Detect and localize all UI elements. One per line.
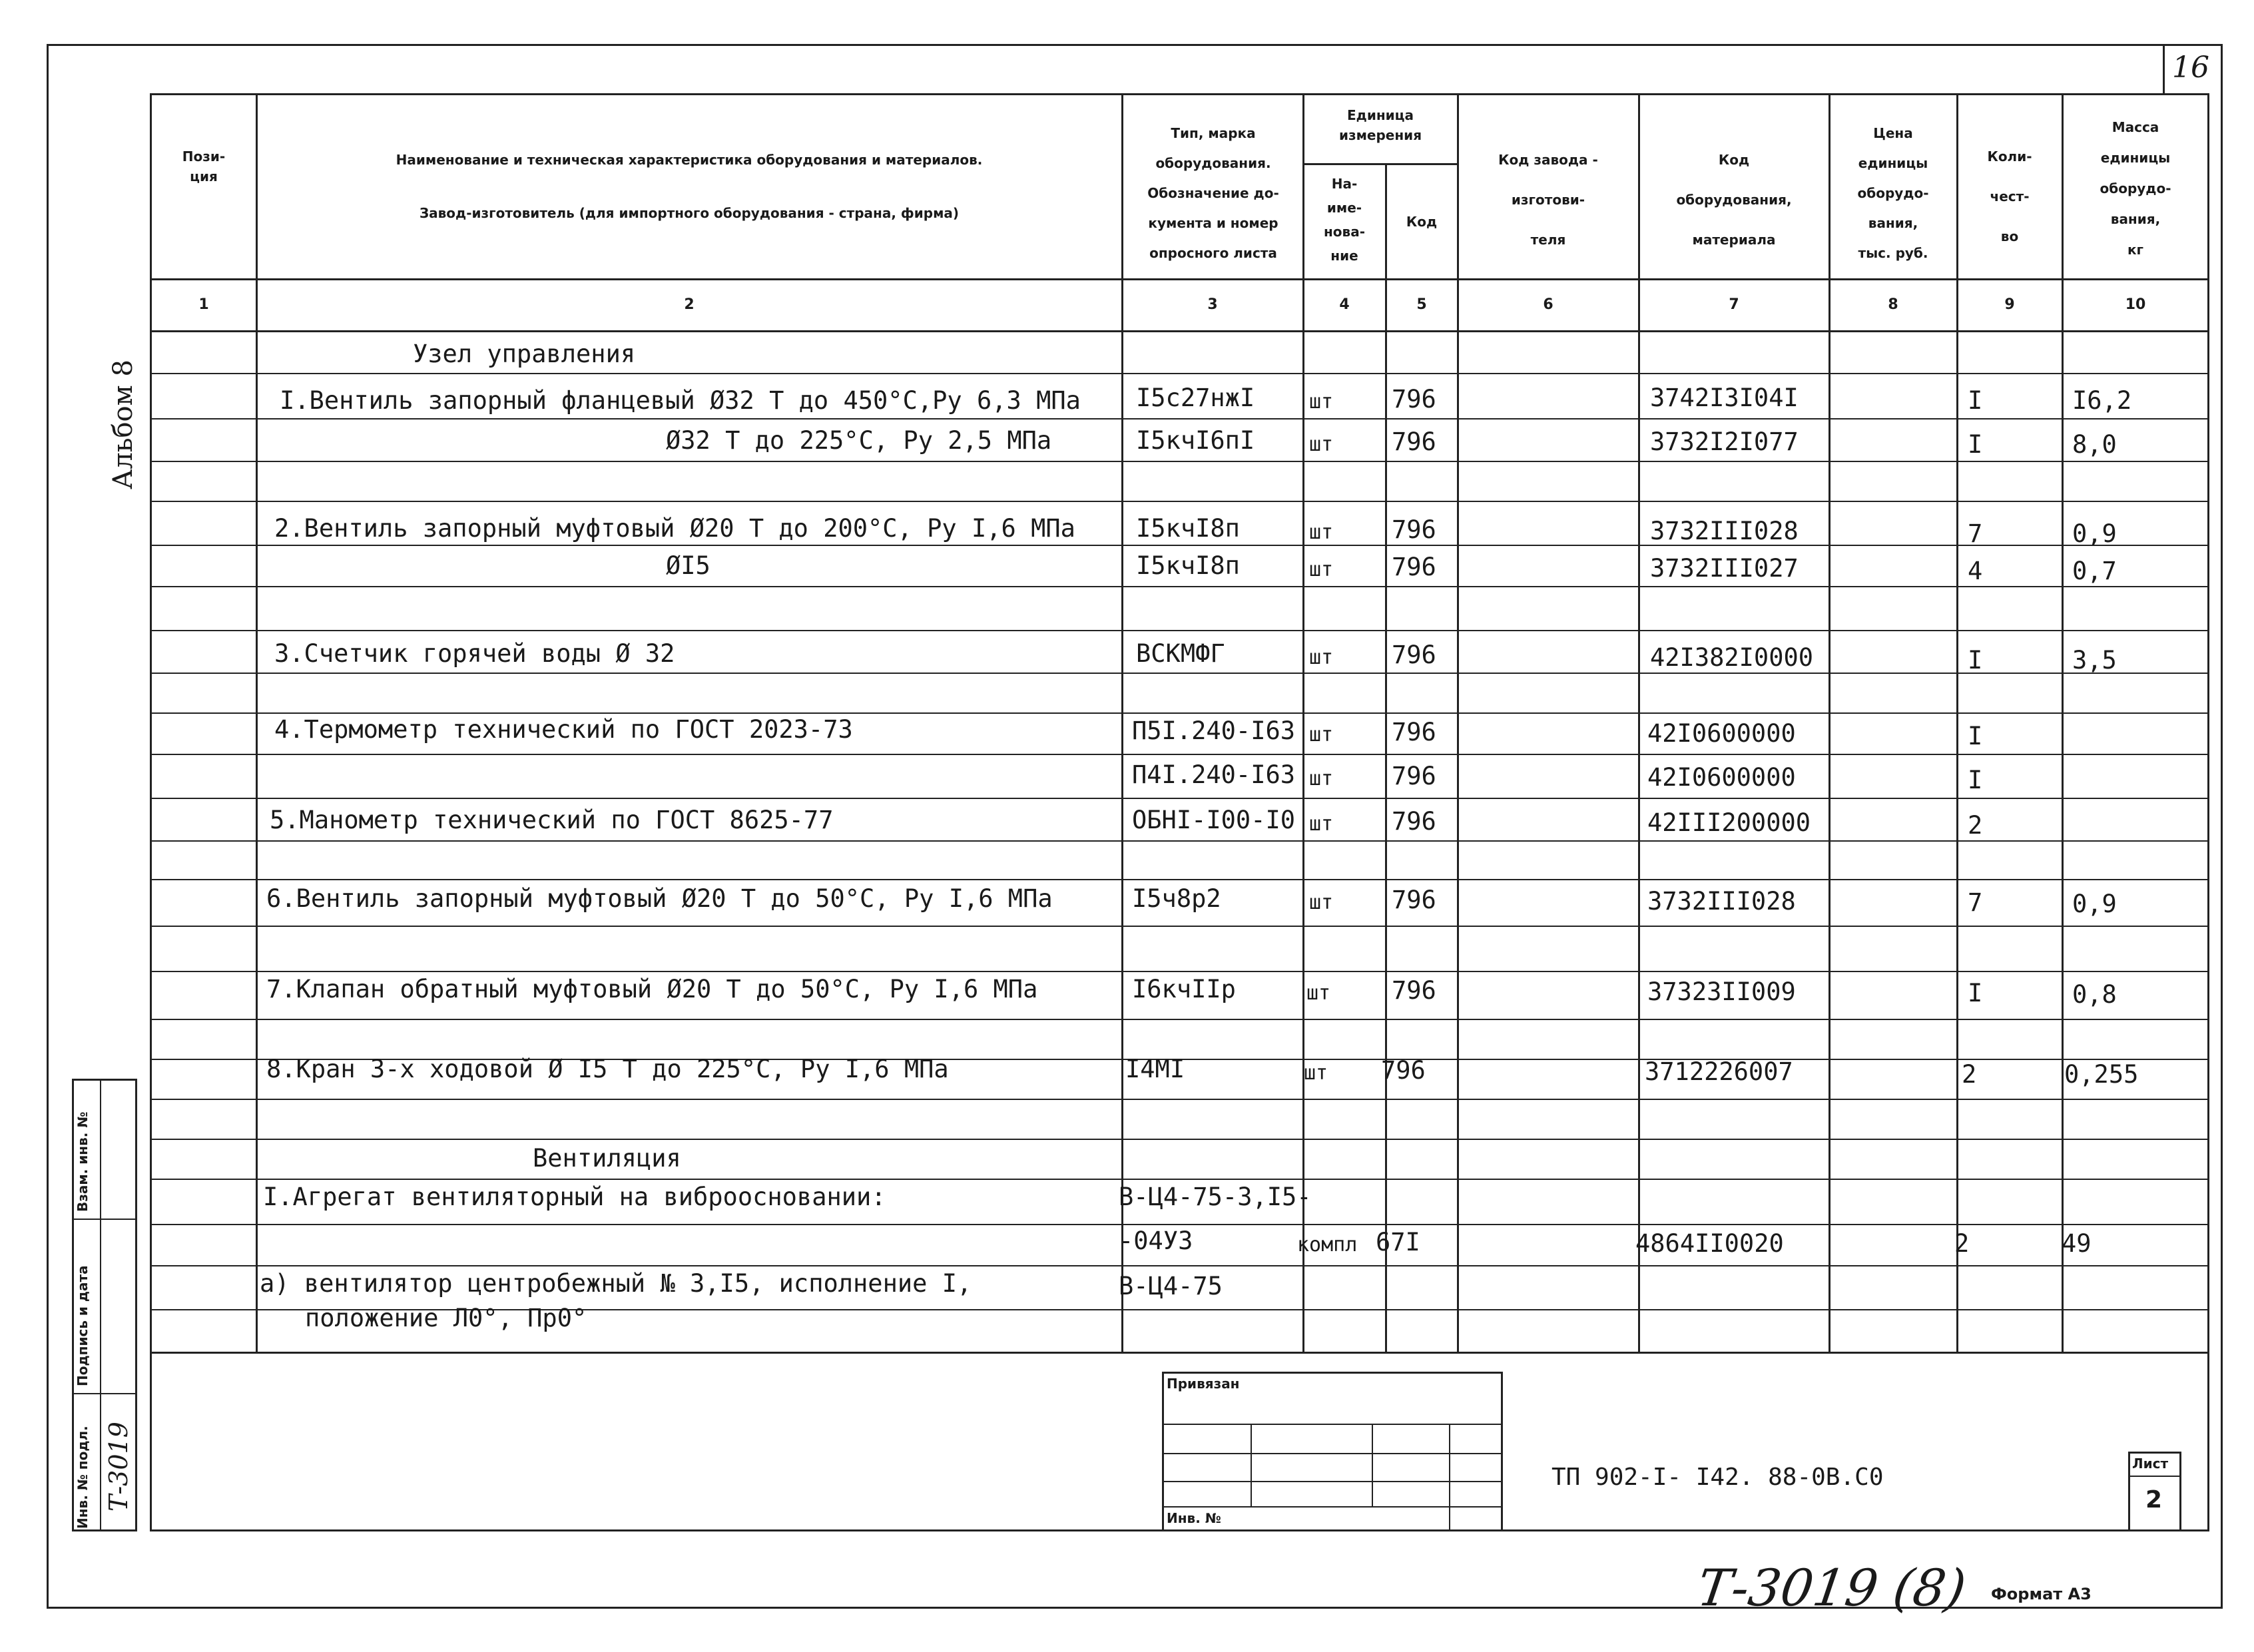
header-price: Цена единицы оборудо- вания, тыс. руб.: [1857, 125, 1929, 261]
row-name: Ø32 Т до 225°С, Ру 2,5 МПа: [666, 426, 1052, 455]
row-equip-code: 3732III027: [1650, 554, 1799, 583]
header-factory-code: Код завода - изготови- теля: [1498, 152, 1598, 248]
row-code: 796: [1392, 886, 1436, 914]
sheet-corner-number: 16: [2172, 51, 2209, 85]
handwritten-code: Т-3019 (8): [1693, 1558, 1970, 1617]
row-code: 796: [1381, 1056, 1426, 1085]
row-equip-code: 3712226007: [1645, 1057, 1793, 1086]
row-mass: 8,0: [2072, 430, 2117, 459]
row-qty: 2: [1962, 1060, 1977, 1089]
row-qty: I: [1968, 386, 1983, 415]
row-code: 796: [1392, 762, 1436, 790]
header-name: Наименование и техническая характеристика оборудования и материалов. Завод-изготовитель (для импортного оборудования - страна, фирма): [396, 152, 983, 221]
row-equip-code: 37323II009: [1647, 977, 1796, 1006]
row-unit: шт: [1304, 1061, 1328, 1085]
row-type: I4МI: [1125, 1055, 1185, 1083]
row-name: 8.Кран 3-х ходовой Ø I5 Т до 225°С, Ру I,6 МПа: [266, 1055, 949, 1083]
row-mass: 0,9: [2072, 890, 2117, 918]
row-code: 796: [1392, 641, 1436, 669]
row-unit: компл: [1297, 1233, 1358, 1256]
stamp-podpis-data: Подпись и дата: [75, 1265, 91, 1386]
row-qty: 2: [1954, 1229, 1970, 1258]
colnum-2: 2: [684, 296, 695, 313]
row-equip-code: 3742I3I04I: [1650, 384, 1799, 412]
row-qty: I: [1968, 430, 1983, 459]
row-equip-code: 3732III028: [1650, 517, 1799, 545]
header-mass: Масса единицы оборудо- вания, кг: [2100, 119, 2171, 258]
row-qty: 7: [1968, 519, 1983, 548]
row-code: 796: [1392, 807, 1436, 836]
row-name: а) вентилятор центробежный № 3,I5, исполнение I,: [260, 1269, 972, 1298]
stamp-vzam-inv: Взам. инв. №: [75, 1111, 91, 1212]
header-unit-name: На- име- нова- ние: [1323, 176, 1365, 264]
list-value: 2: [2145, 1486, 2163, 1514]
document-code: ТП 902-I- I42. 88-0В.С0: [1551, 1464, 1884, 1491]
colnum-6: 6: [1543, 296, 1553, 313]
colnum-10: 10: [2125, 296, 2146, 313]
row-unit: шт: [1309, 433, 1334, 456]
colnum-4: 4: [1339, 296, 1350, 313]
row-name: Узел управления: [413, 340, 636, 368]
row-name: I.Агрегат вентиляторный на виброосновании:: [263, 1183, 886, 1211]
row-qty: 4: [1968, 557, 1983, 585]
row-unit: шт: [1309, 646, 1334, 669]
row-mass: 0,255: [2064, 1060, 2139, 1089]
row-unit: шт: [1309, 767, 1334, 790]
row-name: 6.Вентиль запорный муфтовый Ø20 Т до 50°С, Ру I,6 МПа: [266, 884, 1053, 913]
stamp-inv-podl: Инв. № подл.: [75, 1426, 91, 1529]
row-unit: шт: [1309, 390, 1334, 413]
row-mass: 0,9: [2072, 519, 2117, 548]
row-type: П5I.240-I63: [1132, 716, 1296, 745]
header-position: Пози- ция: [182, 148, 226, 184]
row-equip-code: 3732III028: [1647, 887, 1796, 916]
row-equip-code: 42III200000: [1647, 808, 1811, 837]
row-type: I5кчI6пI: [1136, 426, 1255, 455]
header-quantity: Коли- чест- во: [1987, 148, 2032, 244]
header-unit-code: Код: [1406, 214, 1438, 230]
colnum-8: 8: [1888, 296, 1898, 313]
row-unit: шт: [1309, 521, 1334, 544]
row-type: I5с27нжI: [1136, 384, 1255, 412]
row-qty: I: [1968, 722, 1983, 750]
stamp-inv-podl-value: Т-3019: [104, 1422, 133, 1512]
row-equip-code: 42I0600000: [1647, 719, 1796, 748]
row-unit: шт: [1309, 812, 1334, 836]
row-equip-code: 42I0600000: [1647, 763, 1796, 792]
row-type: -04У3: [1119, 1227, 1193, 1255]
row-type: В-Ц4-75-3,I5-: [1119, 1183, 1312, 1211]
row-name: 4.Термометр технический по ГОСТ 2023-73: [274, 715, 853, 744]
row-code: 67I: [1376, 1228, 1420, 1256]
row-type: ВСКМФГ: [1136, 639, 1225, 668]
row-type: П4I.240-I63: [1132, 760, 1296, 789]
row-qty: I: [1968, 766, 1983, 794]
row-equip-code: 3732I2I077: [1650, 427, 1799, 456]
row-code: 796: [1392, 718, 1436, 746]
row-qty: I: [1968, 979, 1983, 1007]
row-code: 796: [1392, 976, 1436, 1005]
row-mass: 49: [2062, 1229, 2092, 1258]
list-label: Лист: [2132, 1456, 2169, 1472]
row-type: I5кчI8п: [1136, 514, 1240, 543]
row-code: 796: [1392, 385, 1436, 413]
row-mass: 0,7: [2072, 557, 2117, 585]
privyazan-label: Привязан: [1167, 1376, 1240, 1392]
row-unit: шт: [1309, 891, 1334, 914]
row-type: I5ч8р2: [1132, 884, 1221, 913]
row-mass: 3,5: [2072, 646, 2117, 675]
row-name: Вентиляция: [533, 1144, 681, 1173]
header-unit: Единица измерения: [1338, 107, 1422, 143]
row-type: В-Ц4-75: [1119, 1272, 1223, 1300]
row-mass: 0,8: [2072, 980, 2117, 1009]
row-type: ОБНI-I00-I0: [1132, 806, 1296, 834]
row-name: 5.Манометр технический по ГОСТ 8625-77: [270, 806, 834, 834]
colnum-7: 7: [1729, 296, 1739, 313]
colnum-5: 5: [1416, 296, 1427, 313]
colnum-3: 3: [1207, 296, 1218, 313]
row-unit: шт: [1309, 558, 1334, 581]
row-code: 796: [1392, 427, 1436, 456]
row-code: 796: [1392, 553, 1436, 581]
row-name: I.Вентиль запорный фланцевый Ø32 Т до 450°С,Ру 6,3 МПа: [280, 386, 1081, 415]
row-equip-code: 42I382I0000: [1650, 643, 1814, 672]
row-name: положение Л0°, Пр0°: [305, 1304, 587, 1332]
row-name: 7.Клапан обратный муфтовый Ø20 Т до 50°С, Ру I,6 МПа: [266, 975, 1038, 1003]
format-label: Формат А3: [1991, 1585, 2092, 1603]
row-unit: шт: [1309, 723, 1334, 746]
colnum-1: 1: [198, 296, 209, 313]
inv-no-label: Инв. №: [1167, 1510, 1221, 1526]
header-equipment-code: Код оборудования, материала: [1676, 152, 1792, 248]
row-code: 796: [1392, 515, 1436, 544]
header-type: Тип, марка оборудования. Обозначение до- кумента и номер опросного листа: [1147, 125, 1279, 261]
colnum-9: 9: [2004, 296, 2015, 313]
privyazan-block: [1162, 1372, 1503, 1531]
album-label: Альбом 8: [108, 360, 139, 489]
row-qty: 2: [1968, 811, 1983, 840]
row-name: 3.Счетчик горячей воды Ø 32: [274, 639, 675, 668]
row-type: I6кчIIр: [1132, 975, 1236, 1003]
row-type: I5кчI8п: [1136, 551, 1240, 580]
row-mass: I6,2: [2072, 386, 2132, 415]
row-unit: шт: [1306, 981, 1331, 1005]
row-qty: I: [1968, 646, 1983, 675]
row-equip-code: 4864II0020: [1635, 1229, 1784, 1258]
row-name: 2.Вентиль запорный муфтовый Ø20 Т до 200°С, Ру I,6 МПа: [274, 514, 1075, 543]
row-name: ØI5: [666, 551, 710, 580]
row-qty: 7: [1968, 888, 1983, 917]
